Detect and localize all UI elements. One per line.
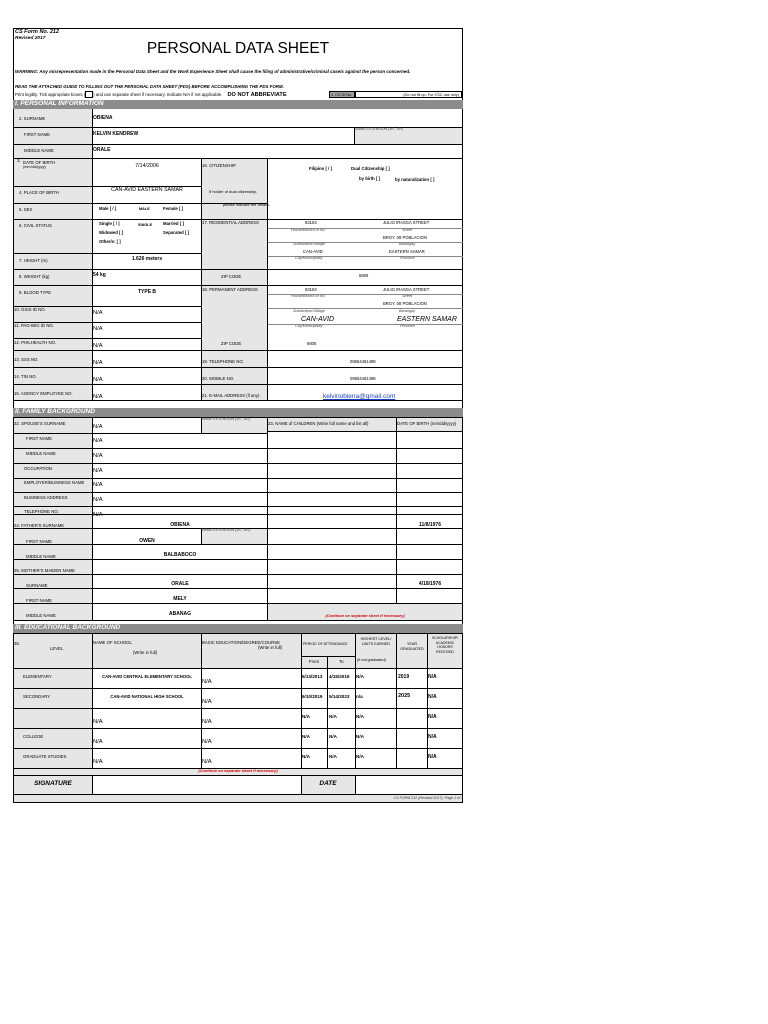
- year-graduated-header: YEAR GRADUATED: [400, 642, 424, 651]
- gsis-field[interactable]: N/A: [93, 310, 103, 316]
- date-label: DATE: [319, 780, 337, 787]
- name-extension-label: NAME EXTENSION (JR., SR): [355, 127, 403, 131]
- spouse-middle-name-label: MIDDLE NAME: [26, 451, 56, 456]
- spouse-first-name-field[interactable]: N/A: [93, 438, 103, 444]
- level-header: LEVEL: [50, 646, 64, 651]
- res-house-field[interactable]: 83163: [305, 220, 317, 225]
- form-revised: Revised 2017: [15, 36, 46, 41]
- agency-employee-label: 15. AGENCY EMPLOYEE NO.: [14, 391, 73, 396]
- pds-page: [13, 28, 463, 803]
- row-year[interactable]: 2025: [398, 693, 411, 699]
- by-birth-checkbox[interactable]: by birth [ ]: [359, 176, 381, 181]
- res-street-field[interactable]: JULIO IRASGA STREET: [383, 220, 430, 225]
- perm-barangay-sublabel: Barangay: [399, 309, 416, 313]
- page-title: PERSONAL DATA SHEET: [146, 40, 330, 57]
- civil-single-checkbox[interactable]: Single [ / ]: [99, 221, 120, 226]
- surname-label: 2. SURNAME: [19, 116, 46, 121]
- read-guide-text: READ THE ATTACHED GUIDE TO FILLING OUT THE PERSONAL DATA SHEET (PDS) BEFORE ACCOMPLISHING THE PDS FORM.: [15, 84, 284, 89]
- telephone-field[interactable]: 09654461498: [350, 359, 376, 364]
- res-barangay-field[interactable]: BRGY. 08 POBLACION: [383, 235, 427, 240]
- dob-number: 3.: [17, 158, 21, 163]
- signature-field[interactable]: [93, 776, 300, 793]
- row-course[interactable]: N/A: [202, 719, 212, 725]
- perm-city-field[interactable]: CAN-AVID: [301, 316, 335, 323]
- father-first-name-label: FIRST NAME: [26, 539, 52, 544]
- res-province-field[interactable]: EASTERN SAMAR: [389, 249, 425, 254]
- instructions: [15, 91, 287, 99]
- children-label: 23. NAME of CHILDREN (Write full name and list all): [268, 421, 369, 426]
- row-level: ELEMENTARY: [23, 674, 52, 679]
- row-course[interactable]: N/A: [202, 739, 212, 745]
- mobile-field[interactable]: 09654461498: [350, 376, 376, 381]
- dob-sub-label: (mm/dd/yyyy): [23, 165, 46, 169]
- dob-field[interactable]: 7/14/2006: [135, 163, 159, 169]
- civil-others-checkbox[interactable]: Other/s: [ ]: [99, 239, 121, 244]
- highest-level-subheader: (if not graduated): [357, 658, 386, 662]
- section-educational-background: III. EDUCATIONAL BACKGROUND: [13, 624, 463, 633]
- highest-level-header: HIGHEST LEVEL/ UNITS EARNED: [360, 637, 392, 646]
- mother-middle-name-field[interactable]: ABANAG: [169, 611, 191, 617]
- sex-male-caps: MALE: [139, 207, 150, 211]
- mobile-label: 20. MOBILE NO.: [202, 376, 235, 381]
- res-city-field[interactable]: CAN-AVID: [303, 249, 323, 254]
- civil-status-label: 6. CIVIL STATUS: [19, 223, 52, 228]
- middle-name-label: MIDDLE NAME: [24, 148, 54, 153]
- perm-house-sublabel: House/Block/Lot No.: [291, 294, 326, 298]
- form-number: CS Form No. 212: [15, 29, 60, 35]
- period-from-header: From: [309, 659, 320, 664]
- row-from[interactable]: 6/10/2019: [302, 694, 323, 699]
- row-honors[interactable]: N/A: [428, 674, 437, 680]
- first-name-field[interactable]: KELVIN KENDREW: [93, 131, 139, 137]
- height-label: 7. HEIGHT (m): [19, 258, 48, 263]
- res-zip-label: ZIP CODE: [221, 274, 242, 279]
- warning-text: WARNING: Any misrepresentation made in the Personal Data Sheet and the Work Experience Sheet shall cause the filing of administrative/criminal case/s against the person concerned.: [15, 69, 411, 74]
- res-city-sublabel: City/Municipality: [295, 256, 323, 260]
- father-surname-label: 24. FATHER'S SURNAME: [14, 523, 65, 528]
- row-school[interactable]: N/A: [93, 719, 103, 725]
- perm-barangay-field[interactable]: BRGY. 08 POBLACION: [383, 301, 427, 306]
- do-not-abbreviate: DO NOT ABBREVIATE: [227, 92, 287, 98]
- course-header: BASIC EDUCATION/DEGREE/COURSE: [202, 640, 280, 645]
- signature-label: SIGNATURE: [34, 780, 72, 787]
- instructions-part2: ) and use separate sheet if necessary. Indicate N/A if not applicable.: [93, 92, 223, 97]
- row-level: GRADUATE STUDIES: [23, 754, 67, 759]
- mother-surname-field[interactable]: ORALE: [171, 581, 189, 587]
- father-first-name-field[interactable]: OWEN: [139, 538, 155, 544]
- mother-maiden-name-label: 25. MOTHER'S MAIDEN NAME: [14, 568, 75, 573]
- blood-type-label: 9. BLOOD TYPE: [19, 290, 52, 295]
- spouse-telephone-label: TELEPHONE NO.: [24, 509, 59, 514]
- business-address-field[interactable]: N/A: [93, 497, 103, 503]
- mother-dob-field[interactable]: 4/18/1976: [418, 581, 442, 587]
- dual-citizenship-checkbox[interactable]: Dual Citizenship [ ]: [351, 166, 390, 171]
- honors-header: SCHOLARSHIP/ ACADEMIC HONORS RECEIVED: [431, 636, 459, 654]
- perm-subdivision-sublabel: Subdivision/Village: [293, 309, 325, 313]
- row-to[interactable]: 4/15/2019: [329, 674, 350, 679]
- row-highest[interactable]: N/A: [356, 714, 364, 719]
- row-highest[interactable]: N/A: [356, 754, 364, 759]
- mother-first-name-label: FIRST NAME: [26, 598, 52, 603]
- perm-house-field[interactable]: 83163: [305, 287, 317, 292]
- section-personal-information: I. PERSONAL INFORMATION: [13, 100, 463, 109]
- pagibig-field[interactable]: N/A: [93, 326, 103, 332]
- row-to[interactable]: N/A: [329, 734, 337, 739]
- row-from[interactable]: 6/13/2013: [302, 674, 323, 679]
- res-subdivision-sublabel: Subdivision/Village: [293, 242, 325, 246]
- sss-field[interactable]: N/A: [93, 360, 103, 366]
- sss-label: 13. SSS NO.: [14, 357, 39, 362]
- course-subheader: (Write in full): [258, 645, 283, 650]
- civil-single-caps: SINGLE: [138, 223, 153, 227]
- mother-middle-name-label: MIDDLE NAME: [26, 613, 56, 618]
- res-street-sublabel: Street: [402, 228, 413, 232]
- row-honors[interactable]: N/A: [428, 734, 437, 740]
- school-header: NAME OF SCHOOL: [93, 640, 132, 645]
- row-honors[interactable]: N/A: [428, 714, 437, 720]
- pob-label: 4. PLACE OF BIRTH: [19, 190, 60, 195]
- spouse-telephone-field[interactable]: N/A: [93, 512, 103, 518]
- father-dob-field[interactable]: 11/8/1976: [419, 522, 441, 528]
- spouse-surname-field[interactable]: N/A: [93, 424, 103, 430]
- period-header: PERIOD OF ATTENDANCE: [303, 642, 348, 646]
- instructions-part1: Print legibly. Tick appropriate boxes (: [15, 92, 86, 97]
- perm-zip-field[interactable]: 6806: [307, 341, 317, 346]
- res-house-sublabel: House/Block/Lot No.: [291, 228, 326, 232]
- sex-male-checkbox[interactable]: Male [ / ]: [99, 206, 117, 211]
- spouse-name-extension-label: NAME EXTENSION (JR., SR): [202, 417, 250, 421]
- gsis-label: 10. GSIS ID NO.: [14, 307, 46, 312]
- father-middle-name-label: MIDDLE NAME: [26, 554, 56, 559]
- philhealth-label: 12. PHILHEALTH NO.: [14, 340, 57, 345]
- email-label: 21. E-MAIL ADDRESS (if any): [202, 393, 260, 398]
- by-naturalization-checkbox[interactable]: by naturalization [ ]: [395, 177, 435, 182]
- filipino-checkbox[interactable]: Filipino [ / ]: [309, 166, 332, 171]
- weight-label: 8. WEIGHT (kg): [19, 274, 50, 279]
- citizenship-label: 16. CITIZENSHIP: [202, 163, 236, 168]
- employer-label: EMPLOYER/BUSINESS NAME: [24, 480, 85, 485]
- dual-note-line2: please indicate the details.: [223, 202, 271, 207]
- business-address-label: BUSINESS ADDRESS: [24, 495, 68, 500]
- row-school[interactable]: N/A: [93, 739, 103, 745]
- row-school[interactable]: CAN-AVID NATIONAL HIGH SCHOOL: [110, 694, 184, 699]
- sex-label: 5. SEX: [19, 207, 33, 212]
- row-highest[interactable]: n/a: [356, 694, 363, 699]
- email-link[interactable]: kelvinobiena@gmail.com: [323, 393, 396, 400]
- row-honors[interactable]: N/A: [428, 754, 437, 760]
- mother-surname-label: SURNAME: [26, 583, 48, 588]
- row-level: SECONDARY: [23, 694, 51, 699]
- res-barangay-sublabel: Barangay: [399, 242, 416, 246]
- tin-field[interactable]: N/A: [93, 377, 103, 383]
- dob-label: DATE OF BIRTH: [23, 160, 56, 165]
- row-school[interactable]: CAN-AVID CENTRAL ELEMENTARY SCHOOL: [102, 674, 192, 679]
- weight-field[interactable]: 54 kg: [93, 272, 106, 278]
- row-honors[interactable]: N/A: [428, 694, 437, 700]
- perm-province-field[interactable]: EASTERN SAMAR: [397, 316, 457, 323]
- row-year[interactable]: 2019: [398, 674, 410, 680]
- spouse-surname-label: 22. SPOUSE'S SURNAME: [14, 421, 66, 426]
- row-highest[interactable]: N/A: [356, 674, 364, 679]
- tick-box-icon: [85, 91, 93, 98]
- permanent-address-label: 18. PERMANENT ADDRESS: [202, 287, 258, 292]
- row-to[interactable]: N/A: [329, 754, 337, 759]
- occupation-label: OCCUPATION: [24, 466, 53, 471]
- agency-employee-field[interactable]: N/A: [93, 394, 103, 400]
- perm-city-sublabel: City/Municipality: [295, 324, 323, 328]
- perm-zip-label: ZIP CODE: [221, 341, 242, 346]
- occupation-field[interactable]: N/A: [93, 468, 103, 474]
- row-to[interactable]: N/A: [329, 714, 337, 719]
- school-subheader: (Write in full): [133, 650, 158, 655]
- cs-id-label-cell: [329, 91, 355, 98]
- row-school[interactable]: N/A: [93, 759, 103, 765]
- mother-first-name-field[interactable]: MELY: [173, 596, 187, 602]
- employer-field[interactable]: N/A: [93, 482, 103, 488]
- family-continue-note: (Continue on separate sheet if necessary): [325, 613, 405, 618]
- row-course[interactable]: N/A: [202, 679, 212, 685]
- period-to-header: To: [339, 659, 344, 664]
- spouse-first-name-label: FIRST NAME: [26, 436, 52, 441]
- res-province-sublabel: Province: [400, 256, 415, 260]
- cs-id-field[interactable]: [355, 91, 462, 98]
- row-from[interactable]: N/A: [302, 714, 310, 719]
- education-continue-note: (Continue on separate sheet if necessary): [198, 768, 278, 773]
- row-from[interactable]: N/A: [302, 734, 310, 739]
- children-dob-label: DATE OF BIRTH (mm/dd/yyyy): [397, 421, 457, 426]
- blood-type-field[interactable]: TYPE B: [137, 289, 157, 295]
- education-level-column-bg: [14, 668, 92, 768]
- civil-separated-checkbox[interactable]: Separated [ ]: [163, 230, 190, 235]
- section-family-background: II. FAMILY BACKGROUND: [13, 408, 463, 417]
- row-course[interactable]: N/A: [202, 759, 212, 765]
- cs-id-label: 1. CS ID No.: [331, 92, 353, 97]
- res-zip-field[interactable]: 6806: [359, 273, 369, 278]
- residential-address-label: 17. RESIDENTIAL ADDRESS: [202, 220, 259, 225]
- father-name-extension-label: NAME EXTENSION (JR., SR): [202, 528, 250, 532]
- telephone-label: 19. TELEPHONE NO.: [202, 359, 244, 364]
- middle-name-field[interactable]: ORALE: [93, 147, 111, 153]
- perm-street-sublabel: Street: [402, 294, 413, 298]
- row-from[interactable]: N/A: [302, 754, 310, 759]
- row-course[interactable]: N/A: [202, 699, 212, 705]
- perm-street-field[interactable]: JULIO IRASGA STREET: [383, 287, 430, 292]
- first-name-label: FIRST NAME: [24, 132, 50, 137]
- page-footer: CS FORM 212 (Revised 2017), Page 1 of 4: [393, 796, 463, 800]
- education-number: 26.: [14, 641, 20, 646]
- row-highest[interactable]: N/A: [356, 734, 364, 739]
- pagibig-label: 11. PAG-IBIG ID NO.: [14, 323, 54, 328]
- csc-use-note: (Do not fill up. For CSC use only): [403, 92, 459, 97]
- sex-female-checkbox[interactable]: Female [ ]: [163, 206, 184, 211]
- spouse-middle-name-field[interactable]: N/A: [93, 453, 103, 459]
- row-level: COLLEGE: [23, 734, 44, 739]
- civil-widowed-checkbox[interactable]: Widowed [ ]: [99, 230, 124, 235]
- civil-married-checkbox[interactable]: Married [ ]: [163, 221, 184, 226]
- father-middle-name-field[interactable]: BALBABOCO: [163, 552, 197, 558]
- dual-note-line1: If holder of dual citizenship,: [209, 189, 258, 194]
- surname-field[interactable]: OBIENA: [93, 115, 113, 121]
- philhealth-field[interactable]: N/A: [93, 343, 103, 349]
- father-surname-field[interactable]: OBIENA: [170, 522, 190, 528]
- pob-field[interactable]: CAN-AVID EASTERN SAMAR: [111, 187, 183, 193]
- perm-province-sublabel: Province: [400, 324, 415, 328]
- height-field[interactable]: 1.626 meters: [131, 256, 163, 262]
- row-to[interactable]: 5/14/2023: [329, 694, 350, 699]
- date-field[interactable]: [356, 776, 462, 793]
- tin-label: 14. TIN NO.: [14, 374, 37, 379]
